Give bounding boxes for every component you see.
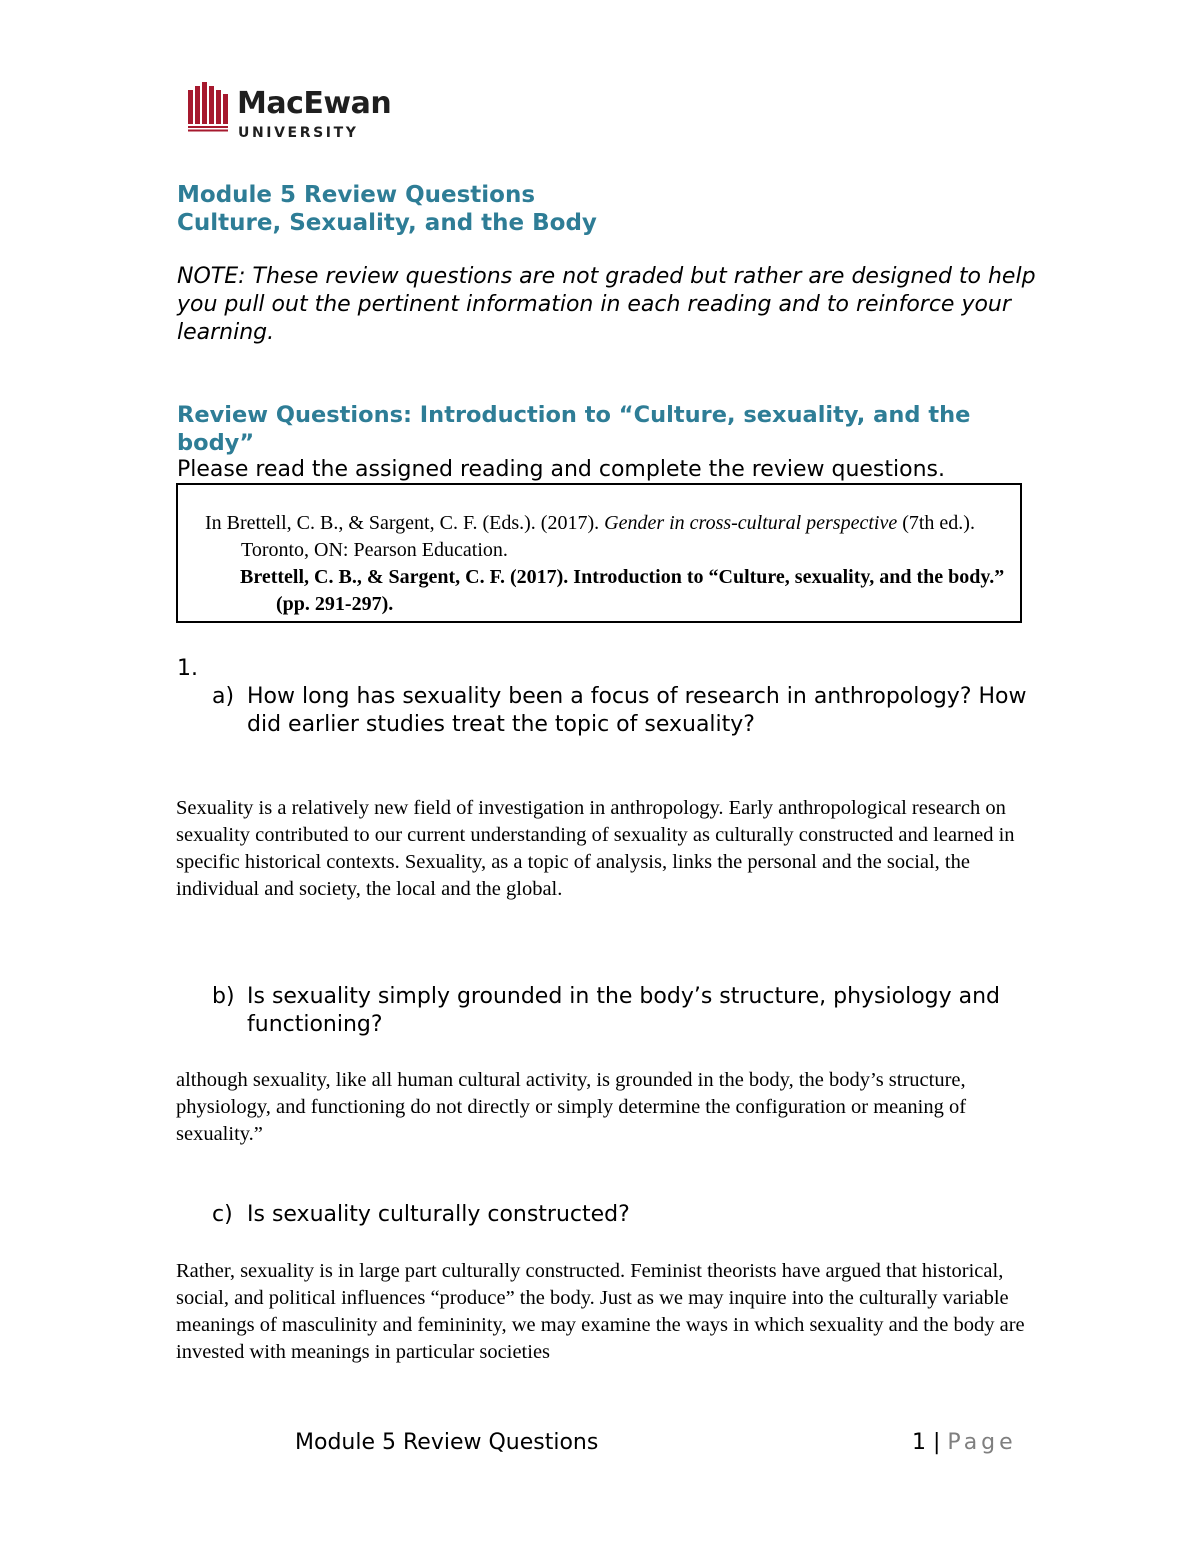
page-number: 1 <box>912 1430 926 1455</box>
answer-c: Rather, sexuality is in large part culturally constructed. Feminist theorists have argued that historical, social, and political influences “produce” the body. Just as we may inquire into the culturally variable meanings of masculinity and femininity, we may examine the ways in which sexuality and the body are invested with meanings in particular societies <box>176 1260 1025 1363</box>
page-label: Page <box>947 1430 1017 1455</box>
reference-book: In Brettell, C. B., & Sargent, C. F. (Eds.). (2017). Gender in cross-cultural perspective (7th ed.). Toronto, ON: Pearson Education. <box>205 512 975 561</box>
reference-box <box>176 483 1022 623</box>
page-title: Module 5 Review Questions <box>177 182 536 208</box>
reference-book-title: Gender in cross-cultural perspective <box>604 512 898 534</box>
footer-title: Module 5 Review Questions <box>295 1430 599 1455</box>
question-number: 1. <box>177 656 198 681</box>
answer-b: although sexuality, like all human cultural activity, is grounded in the body, the body’s structure, physiology, and functioning do not directly or simply determine the configuration or meaning of sexuality.” <box>176 1069 967 1145</box>
section-heading: Review Questions: Introduction to “Culture, sexuality, and the body” <box>177 402 971 456</box>
page-separator: | <box>933 1430 941 1455</box>
page-subtitle: Culture, Sexuality, and the Body <box>177 210 597 236</box>
macewan-bars-icon <box>188 82 232 132</box>
answer-a: Sexuality is a relatively new field of investigation in anthropology. Early anthropological research on sexuality contributed to our current understanding of sexuality as culturally constructed and learned in specific historical contexts. Sexuality, as a topic of analysis, links the personal and the social, the individual and society, the local and the global. <box>176 797 1015 900</box>
question-text: Is sexuality simply grounded in the body’s structure, physiology and functioning? <box>247 984 1001 1037</box>
footer-page-number <box>912 1429 1017 1457</box>
logo-subtitle: UNIVERSITY <box>238 125 359 141</box>
logo-wordmark: MacEwan <box>237 86 392 121</box>
university-logo <box>188 80 418 146</box>
reference-chapter: Brettell, C. B., & Sargent, C. F. (2017). Introduction to “Culture, sexuality, and the body.” (pp. 291-297). <box>240 566 1005 615</box>
note-text: NOTE: These review questions are not graded but rather are designed to help you pull out the pertinent information in each reading and to reinforce your learning. <box>177 264 1036 345</box>
question-label: c) <box>212 1202 233 1227</box>
section-instruction: Please read the assigned reading and complete the review questions. <box>177 457 945 482</box>
question-label: b) <box>212 984 235 1009</box>
question-text: Is sexuality culturally constructed? <box>247 1202 630 1227</box>
question-label: a) <box>212 684 235 709</box>
question-text: How long has sexuality been a focus of research in anthropology? How did earlier studies treat the topic of sexuality? <box>247 684 1027 737</box>
